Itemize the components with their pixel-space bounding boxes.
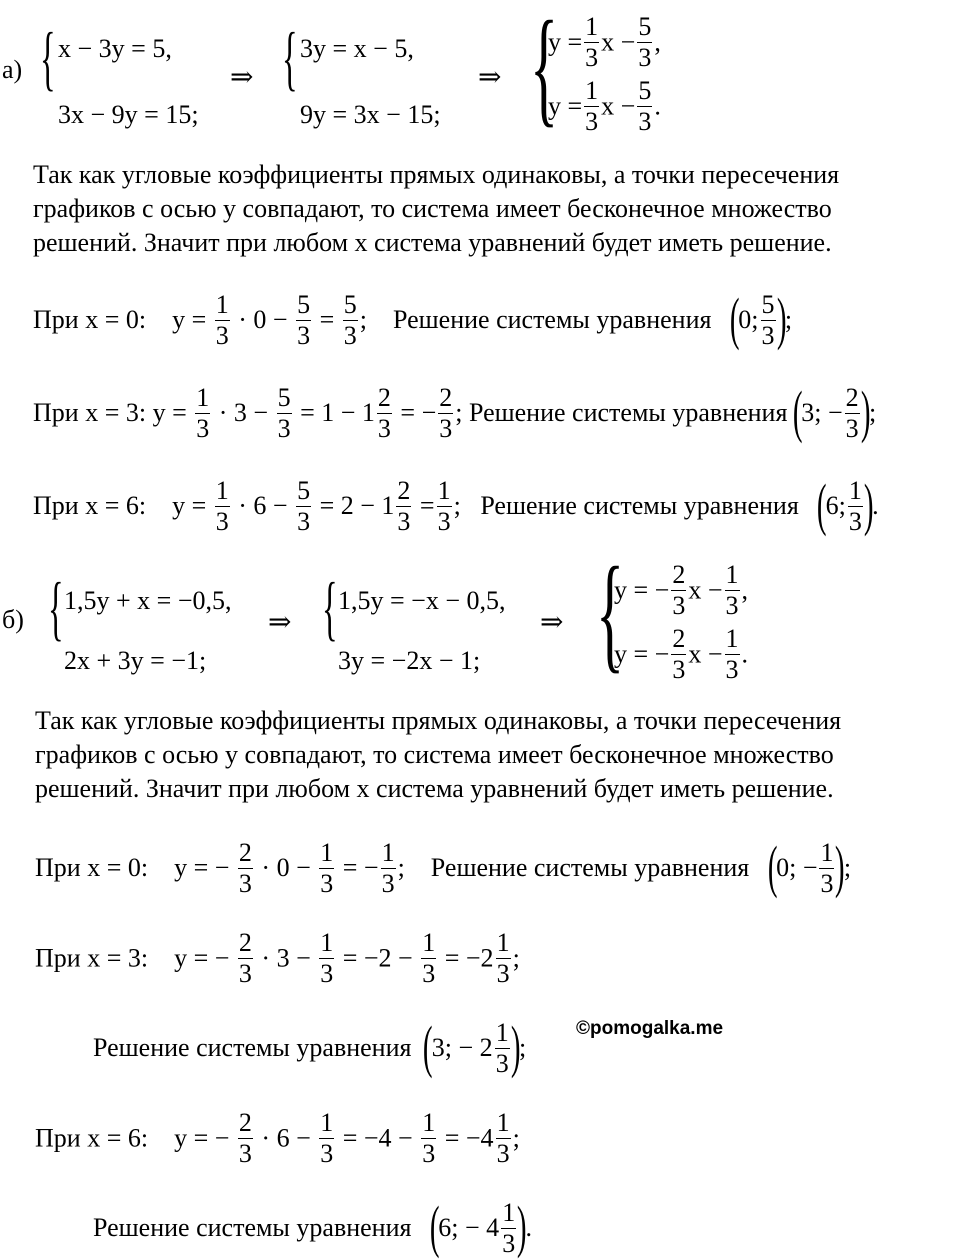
implies-arrow-icon: ⇒ — [478, 62, 502, 93]
solution-row: При x = 6: y = − $\frac{2}{3}$ · 6 − $\frac{1}{3}$ = −4 − $\frac{1}{3}$ = −4 $\frac{1}{3}$ ; — [35, 1108, 520, 1168]
solution-row: При x = 6: y = $\frac{1}{3}$ · 6 − $\frac{5}{3}$ = 2 − 1 $\frac{2}{3}$ = $\frac{1}{3}$ ; Решение системы уравнения (6; $\frac{1}{3}$ ). — [33, 472, 879, 537]
watermark: ©pomogalka.me — [576, 1018, 724, 1039]
brace-icon: { — [322, 568, 338, 648]
text-line: решений. Значит при любом x система уравнений будет иметь решение. — [35, 774, 834, 803]
equation: 1,5y = −x − 0,5, — [338, 586, 506, 615]
system-a-3 — [530, 2, 730, 142]
part-a-label: а) — [2, 55, 23, 84]
brace-icon: { — [530, 0, 559, 139]
part-b-label: б) — [2, 605, 24, 634]
solution-row: При x = 3: y = − $\frac{2}{3}$ · 3 − $\frac{1}{3}$ = −2 − $\frac{1}{3}$ = −2 $\frac{1}{3}$ ; — [35, 928, 520, 988]
text-line: графиков с осью y совпадают, то система имеет бесконечное множество — [35, 740, 834, 769]
text-line: Так как угловые коэффициенты прямых одинаковы, а точки пересечения — [35, 706, 842, 735]
explanation-paragraph — [33, 158, 839, 260]
implies-arrow-icon: ⇒ — [268, 607, 292, 638]
equation: 2x + 3y = −1; — [64, 646, 207, 675]
brace-icon: { — [596, 541, 625, 685]
solution-row: При x = 0: y = − $\frac{2}{3}$ · 0 − $\frac{1}{3}$ = − $\frac{1}{3}$ ; Решение системы уравнения (0; − $\frac{1}{3}$ ); — [35, 834, 852, 899]
system-a-2 — [282, 18, 482, 129]
equation: 9y = 3x − 15; — [300, 100, 441, 129]
text-line: графиков с осью y совпадают, то система имеет бесконечное множество — [33, 194, 832, 223]
text-line: решений. Значит при любом x система уравнений будет иметь решение. — [33, 228, 832, 257]
brace-icon: { — [282, 18, 298, 98]
brace-icon: { — [40, 18, 56, 98]
solution-row: Решение системы уравнения (3; − 2 $\frac{1}{3}$ ); — [93, 1014, 527, 1079]
equation: y = $\frac{1}{3}$ x − $\frac{5}{3}$ , — [548, 12, 661, 72]
implies-arrow-icon: ⇒ — [230, 62, 254, 93]
system-b-2 — [322, 568, 542, 675]
equation: 1,5y + x = −0,5, — [64, 586, 232, 615]
equation: x − 3y = 5, — [58, 34, 172, 63]
text-line: Так как угловые коэффициенты прямых одинаковы, а точки пересечения — [33, 160, 840, 189]
equation: 3y = x − 5, — [300, 34, 414, 63]
equation: y = − $\frac{2}{3}$ x − $\frac{1}{3}$ . — [614, 624, 748, 684]
system-b-3 — [596, 541, 816, 688]
system-b-1 — [48, 568, 268, 675]
solution-row: Решение системы уравнения (6; − 4 $\frac{1}{3}$ ). — [93, 1194, 533, 1259]
equation: 3y = −2x − 1; — [338, 646, 481, 675]
equation: 3x − 9y = 15; — [58, 100, 199, 129]
solution-row: При x = 0: y = $\frac{1}{3}$ · 0 − $\frac{5}{3}$ = $\frac{5}{3}$ ; Решение системы уравнения (0; $\frac{5}{3}$ ); — [33, 286, 793, 351]
brace-icon: { — [48, 568, 64, 648]
system-a-1 — [40, 18, 240, 129]
solution-row: При x = 3: y = $\frac{1}{3}$ · 3 − $\frac{5}{3}$ = 1 − 1 $\frac{2}{3}$ = − $\frac{2}{3}$ ; Решение системы уравнения (3; − $\frac{2}{3}$ ); — [33, 379, 877, 444]
equation: y = − $\frac{2}{3}$ x − $\frac{1}{3}$ , — [614, 560, 748, 620]
explanation-paragraph — [35, 704, 841, 806]
implies-arrow-icon: ⇒ — [540, 607, 564, 638]
equation: y = $\frac{1}{3}$ x − $\frac{5}{3}$ . — [548, 76, 661, 136]
